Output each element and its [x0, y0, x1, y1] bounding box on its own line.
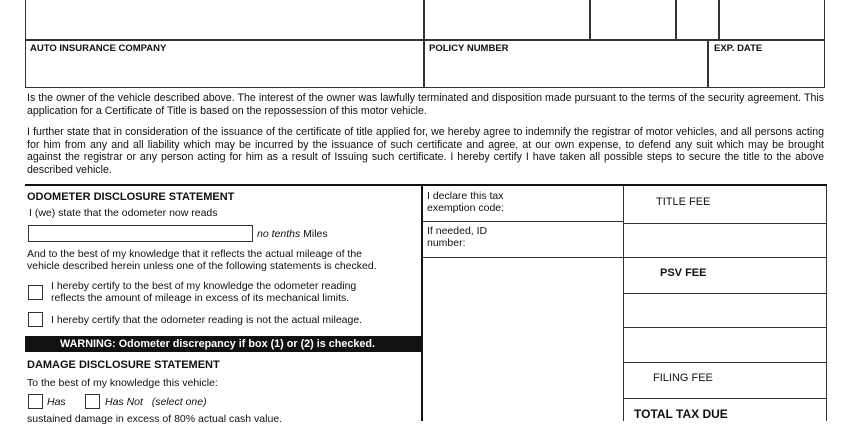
- id-number-line2: number:: [427, 237, 466, 249]
- no-tenths-label: no tenths: [257, 228, 301, 240]
- tax-exemption-line1: I declare this tax: [427, 190, 504, 202]
- title-fee-field[interactable]: [624, 186, 827, 224]
- top-field-2[interactable]: [424, 0, 590, 40]
- policy-number-label: POLICY NUMBER: [429, 43, 509, 54]
- odometer-intro: I (we) state that the odometer now reads: [29, 207, 218, 219]
- tax-exemption-field[interactable]: [423, 186, 624, 222]
- miles-label: Miles: [303, 228, 328, 240]
- has-not-text: Has Not: [105, 396, 143, 408]
- odometer-heading: ODOMETER DISCLOSURE STATEMENT: [27, 191, 235, 203]
- odometer-option-2-checkbox[interactable]: [28, 312, 43, 327]
- top-field-5[interactable]: [719, 0, 825, 40]
- psv-fee-amount[interactable]: [624, 294, 827, 328]
- damage-heading: DAMAGE DISCLOSURE STATEMENT: [27, 359, 220, 371]
- insurance-company-field[interactable]: [25, 40, 424, 88]
- owner-statement: Is the owner of the vehicle described above. The interest of the owner was lawfully terminated and disposition made pursuant to the terms of the security agreement. This application for a Certificate of Title is based on the repossession of this motor vehicle.: [27, 92, 824, 117]
- psv-fee-label: PSV FEE: [660, 267, 707, 279]
- total-tax-due-field[interactable]: [624, 399, 827, 421]
- select-one-text: (select one): [151, 396, 207, 408]
- indemnity-statement: I further state that in consideration of the issuance of the certificate of title applied for, we hereby agree to indemnify the registrar of motor vehicles, and all persons acting for him from any and all liability which may be incurred by the issuance of such certificate and agree, at our own expense, to defend any suit which may be brought against the registrar or any person acting for him as a result of Issuing such certificate. I hereby certify I have taken all possible steps to secure the title to the above described vehicle.: [27, 126, 824, 176]
- insurance-company-label: AUTO INSURANCE COMPANY: [30, 43, 167, 54]
- exp-date-label: EXP. DATE: [714, 43, 763, 54]
- damage-has-not-label: [105, 396, 207, 408]
- damage-has-checkbox[interactable]: [28, 394, 43, 409]
- odometer-option-2: I hereby certify that the odometer reading is not the actual mileage.: [51, 314, 363, 326]
- exp-date-field[interactable]: [708, 40, 825, 88]
- odometer-statement-1: And to the best of my knowledge that it reflects the actual mileage of the: [27, 248, 363, 260]
- top-field-1[interactable]: [25, 0, 424, 40]
- odometer-option-1-line1: I hereby certify to the best of my knowledge the odometer reading: [51, 280, 357, 292]
- filing-fee-label: FILING FEE: [653, 372, 713, 384]
- tax-blank-field[interactable]: [423, 258, 624, 421]
- top-field-3[interactable]: [590, 0, 676, 40]
- damage-has-label: Has: [47, 396, 66, 408]
- policy-number-field[interactable]: [424, 40, 708, 88]
- damage-sustained: sustained damage in excess of 80% actual cash value.: [27, 413, 283, 425]
- damage-has-not-checkbox[interactable]: [85, 394, 100, 409]
- odometer-option-1-checkbox[interactable]: [28, 285, 43, 300]
- odometer-warning: WARNING: Odometer discrepancy if box (1) or (2) is checked.: [25, 336, 422, 352]
- title-fee-amount[interactable]: [624, 224, 827, 258]
- total-tax-due-label: TOTAL TAX DUE: [634, 407, 728, 421]
- odometer-units: [257, 228, 328, 240]
- odometer-statement-2: vehicle described herein unless one of the following statements is checked.: [27, 260, 377, 272]
- odometer-reading-input[interactable]: [28, 225, 253, 242]
- psv-fee-field[interactable]: [624, 258, 827, 294]
- filing-fee-field[interactable]: [624, 363, 827, 399]
- id-number-line1: If needed, ID: [427, 225, 488, 237]
- blank-fee-field[interactable]: [624, 328, 827, 363]
- title-fee-label: TITLE FEE: [656, 196, 711, 208]
- odometer-option-1-line2: reflects the amount of mileage in excess of its mechanical limits.: [51, 292, 350, 304]
- top-field-4[interactable]: [676, 0, 719, 40]
- id-number-field[interactable]: [423, 222, 624, 258]
- damage-intro: To the best of my knowledge this vehicle:: [27, 377, 218, 389]
- tax-exemption-line2: exemption code:: [427, 202, 505, 214]
